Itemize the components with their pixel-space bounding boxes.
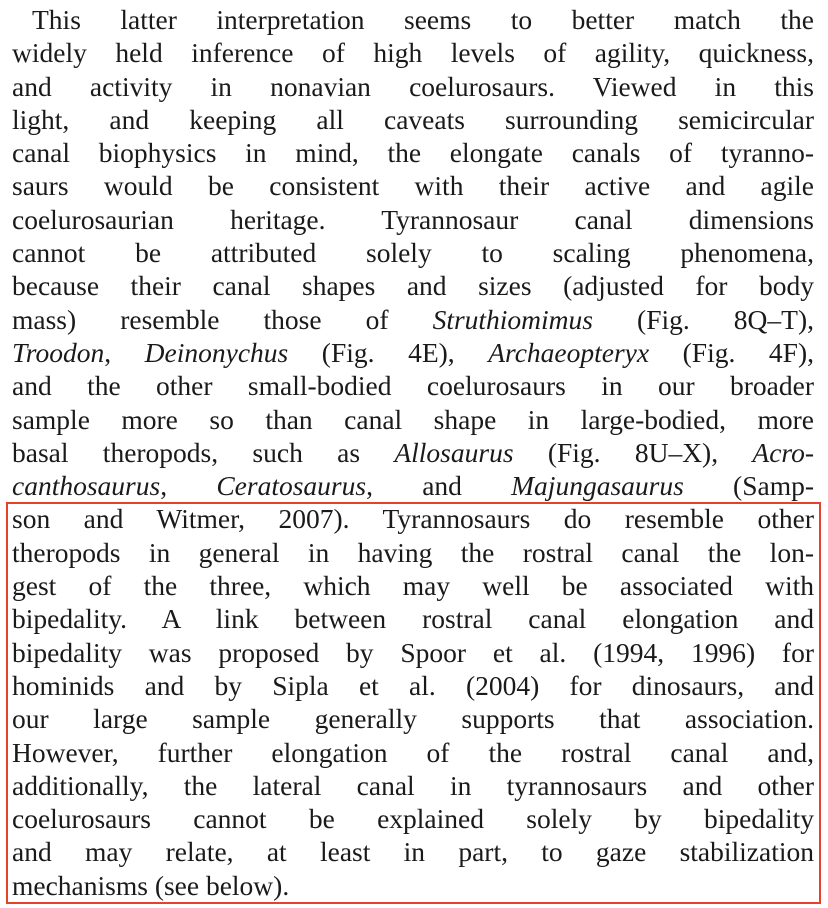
text-segment: mass) resemble those of — [12, 303, 433, 335]
text-line — [12, 303, 814, 336]
taxon-name: Acro- — [752, 436, 814, 468]
text-segment: , — [104, 336, 145, 368]
taxon-name: Troodon — [12, 336, 105, 368]
text-line — [12, 369, 814, 402]
taxon-name: Archaeopteryx — [488, 336, 650, 368]
text-segment: coelurosaurian heritage. Tyrannosaur canal dimensions — [12, 203, 814, 235]
text-line — [12, 569, 814, 602]
text-segment: our large sample generally supports that association. — [12, 703, 814, 735]
text-segment: and the other small-bodied coelurosaurs in our broader — [12, 370, 814, 402]
text-segment: , and — [366, 470, 512, 502]
text-line — [12, 636, 814, 669]
text-segment: (Samp- — [683, 470, 814, 502]
text-line — [12, 469, 814, 502]
text-line — [12, 702, 814, 735]
text-segment: and may relate, at least in part, to gaze stabilization — [12, 836, 814, 868]
text-segment: saurs would be consistent with their active and agile — [12, 170, 814, 202]
text-segment: and activity in nonavian coelurosaurs. Viewed in this — [12, 70, 814, 102]
text-line — [12, 203, 814, 236]
taxon-name: Struthiomimus — [432, 303, 593, 335]
text-segment: coelurosaurs cannot be explained solely by bipedality — [12, 803, 814, 835]
text-line — [12, 70, 814, 103]
text-line — [12, 103, 814, 136]
text-segment: light, and keeping all caveats surrounding semicircular — [12, 103, 814, 135]
text-segment: cannot be attributed solely to scaling phenomena, — [12, 237, 814, 269]
text-line — [12, 536, 814, 569]
text-line — [12, 869, 814, 902]
text-segment: gest of the three, which may well be associated with — [12, 570, 814, 602]
text-line — [12, 169, 814, 202]
text-segment: mechanisms (see below). — [12, 869, 290, 901]
text-segment: bipedality was proposed by Spoor et al. (1994, 1996) for — [12, 636, 814, 668]
text-segment: (Fig. 4E), — [288, 336, 489, 368]
text-line — [12, 502, 814, 535]
text-line — [12, 802, 814, 835]
text-line — [12, 736, 814, 769]
text-segment: bipedality. A link between rostral canal elongation and — [12, 603, 814, 635]
text-segment: canal biophysics in mind, the elongate canals of tyranno- — [12, 137, 814, 169]
body-paragraph — [12, 3, 814, 902]
text-segment: son and Witmer, 2007). Tyrannosaurs do resemble other — [12, 503, 814, 535]
text-segment: sample more so than canal shape in large-bodied, more — [12, 403, 814, 435]
text-line — [12, 669, 814, 702]
text-line — [12, 3, 814, 36]
text-segment: , — [160, 470, 217, 502]
taxon-name: Majungasaurus — [511, 470, 684, 502]
text-segment: However, further elongation of the rostral canal and, — [12, 736, 814, 768]
taxon-name: Deinonychus — [144, 336, 289, 368]
text-segment: (Fig. 8Q–T), — [593, 303, 814, 335]
text-line — [12, 36, 814, 69]
text-segment: because their canal shapes and sizes (adjusted for body — [12, 270, 814, 302]
text-line — [12, 136, 814, 169]
text-line — [12, 835, 814, 868]
taxon-name: Allosaurus — [394, 436, 514, 468]
text-line — [12, 336, 814, 369]
text-segment: widely held inference of high levels of agility, quickness, — [12, 37, 814, 69]
text-segment: hominids and by Sipla et al. (2004) for dinosaurs, and — [12, 669, 814, 701]
text-segment: (Fig. 8U–X), — [513, 436, 753, 468]
text-line — [12, 602, 814, 635]
taxon-name: Ceratosaurus — [216, 470, 367, 502]
text-segment: This latter interpretation seems to better match the — [32, 4, 814, 35]
text-segment: basal theropods, such as — [12, 436, 395, 468]
text-line — [12, 769, 814, 802]
text-line — [12, 436, 814, 469]
text-segment: theropods in general in having the rostral canal the lon- — [12, 536, 814, 568]
text-line — [12, 269, 814, 302]
text-segment: additionally, the lateral canal in tyrannosaurs and other — [12, 769, 814, 801]
text-line — [12, 236, 814, 269]
taxon-name: canthosaurus — [12, 470, 161, 502]
text-line — [12, 403, 814, 436]
text-segment: (Fig. 4F), — [649, 336, 814, 368]
